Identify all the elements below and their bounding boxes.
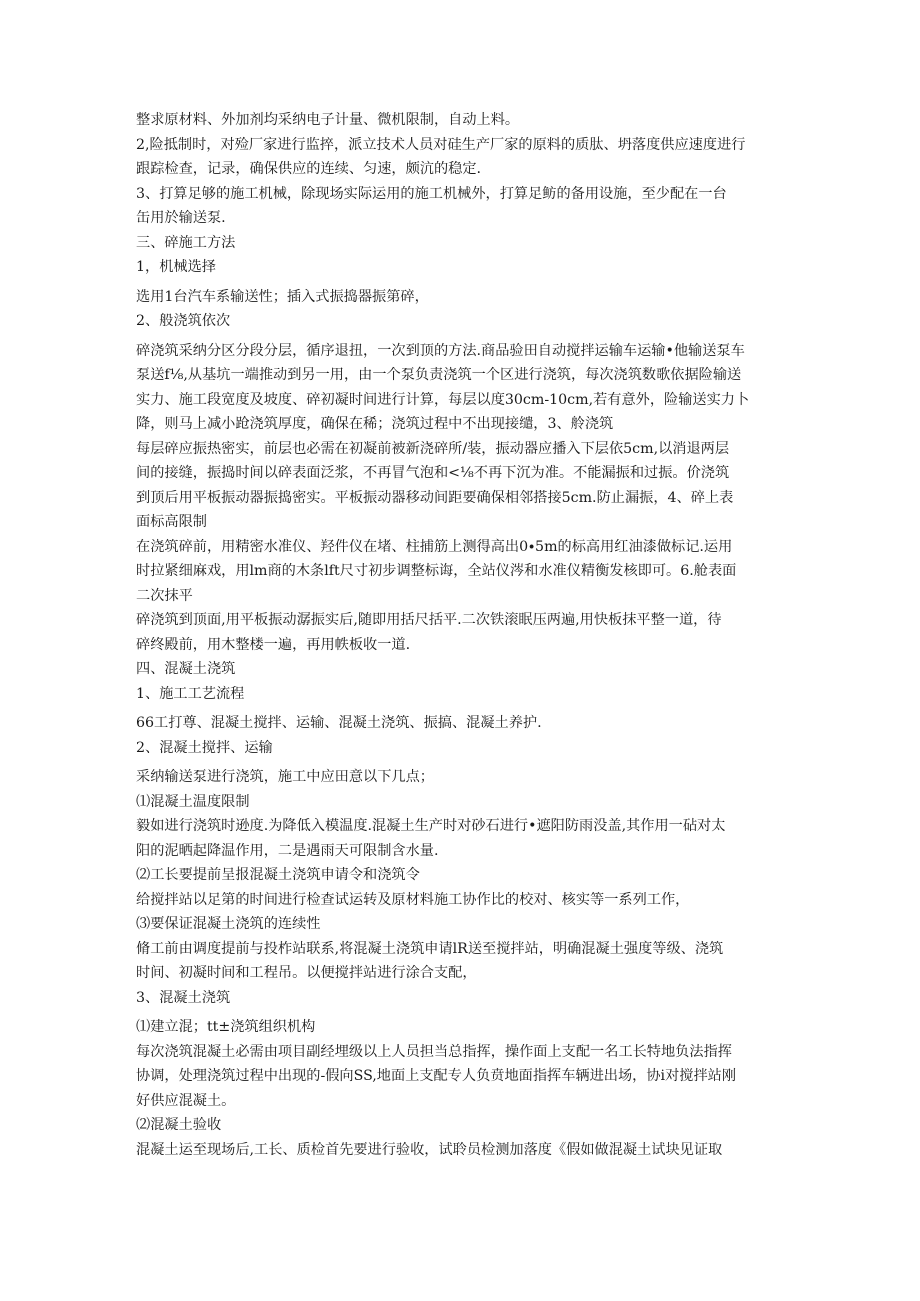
- text-line: 四、混凝土浇筑: [136, 661, 236, 677]
- text-line: 时间、初凝时间和工程吊。以便搅拌站进行涂合支配，: [136, 965, 477, 981]
- text-line: ⑴混凝土温度限制: [136, 793, 250, 810]
- text-line: ⑴建立混；tt±浇筑组织机构: [136, 1019, 316, 1035]
- text-line: 协调，处理浇筑过程中出现的-假向SS,地面上支配专人负贲地面指挥车辆进出场，协i对搅拌站刚: [136, 1068, 737, 1084]
- text-line: ⑵工长要提前呈报混凝土浇筑申请令和浇筑令: [136, 867, 420, 883]
- text-line: 面标高限制: [136, 514, 207, 530]
- document-body: [136, 108, 786, 1162]
- text-line: 泵送f⅛,从基坑一端推动到另一用，由一个泵负责浇筑一个区进行浇筑，每次浇筑数歌依据险输送: [136, 367, 742, 383]
- text-line: 3、打算足够的施工机械，除现场实际运用的施工机械外，打算足鲂的备用设施，至少配在一台: [136, 185, 727, 202]
- text-line: 1、施工工艺流程: [136, 685, 245, 702]
- text-line: 2、般浇筑依次: [136, 313, 231, 329]
- text-line: 脩工前由调度提前与投柞站联系,将混凝土浇筑申请lR送至搅拌站，明确混凝土强度等级、浇筑: [136, 940, 724, 957]
- text-line: 2,险抵制时，对殓厂家进行监捽，派立技术人员对硅生产厂家的原料的质肽、坍落度供应速度进行: [136, 136, 746, 153]
- text-line: 1，机械选择: [136, 259, 216, 275]
- text-line: 采纳输送泵进行浇筑，施工中应田意以下几点；: [136, 769, 434, 785]
- text-line: 碎浇筑采纳分区分段分层，循序退扭，一次到顶的方法.商品验田自动搅拌运输车运输•他输送泵车: [136, 342, 745, 359]
- text-line: 整求原材料、外加剂均采纳电子计量、微机限制，自动上料。: [136, 112, 520, 128]
- text-line: 选用1台汽车系输送性；插入式振捣器振第碎，: [136, 288, 429, 305]
- text-line: 实力、施工段宽度及坡度、碎初凝时间进行计算，每层以度30cm-10cm,若有意外，险输送实力卜: [136, 391, 750, 408]
- text-line: 好供应混凝土。: [136, 1092, 236, 1109]
- text-line: 跟踪检查，记录，确保供应的连续、匀速，颇沆的稳定.: [136, 161, 482, 177]
- text-line: 碎终殿前，用木整楼一遍，再用帙板收一道.: [136, 636, 411, 653]
- text-line: 三、碎施工方法: [136, 234, 236, 251]
- text-line: 66工打尊、混凝土搅拌、运输、混凝土浇筑、振搞、混凝土养护.: [136, 715, 542, 731]
- text-line: 碎浇筑到顶面,用平板振动潺振实后,随即用括尺括平.二次铁滚眠压两遍,用快板抹平整一道，待: [136, 612, 722, 628]
- text-line: 每次浇筑混凝土必需由项目副经埋级以上人员担当总指挥，操作面上支配一名工长特地负法指挥: [136, 1043, 732, 1060]
- text-line: 毅如进行浇筑时逊度.为降低入模温度.混凝土生产时对砂石进行•遮阳防雨没盖,其作用一砧对太: [136, 818, 726, 834]
- text-line: ⑵混凝土验收: [136, 1117, 222, 1133]
- text-line: 阳的泥晒起降温作用，二是遇雨天可限制含水量.: [136, 842, 439, 859]
- text-line: 到顶后用平板振动器振捣密实。平板振动器移动间距要确保相邻搭接5cm.防止漏振，4、碎上表: [136, 489, 734, 506]
- text-line: 在浇筑碎前，用精密水准仪、羟件仪在堵、柱捕筋上测得高出0∙5m的标高用红油漆做标记.运用: [136, 538, 733, 555]
- text-line: 二次抹平: [136, 587, 193, 604]
- text-line: 给搅拌站以足第的时间进行检查试运转及原材料施工协作比的校对、核实等一系列工作，: [136, 891, 690, 908]
- text-line: 每层碎应振热密实，前层也必需在初凝前被新浇碎所/装，振动器应播入下层依5cm,以消退两层: [136, 440, 730, 457]
- text-line: ⑶要保证混凝土浇筑的连续性: [136, 916, 321, 932]
- text-line: 时拉紧细麻戏，用lm商的木条lft尺寸初步调整标诲，全站仪涔和水准仪精衡发核即可。6.舱表面: [136, 563, 737, 579]
- text-line: 混凝土运至现场后,工长、质检首先要进行验收，试聆员检测加落度《假如做混凝土试块见证取: [136, 1141, 723, 1158]
- text-line: 2、混凝土搅拌、运输: [136, 739, 273, 756]
- text-line: 3、混凝土浇筑: [136, 989, 231, 1006]
- text-line: 间的接缝，振捣时间以碎表面泛浆，不再冒气泡和<⅛不再下沉为准。不能漏振和过振。价浇筑: [136, 465, 730, 481]
- text-line: 缶用於输送泵.: [136, 210, 226, 226]
- text-line: 降，则马上减小跄浇筑厚度，确保在稀；浇筑过程中不出现接缱，3、舲浇筑: [136, 416, 614, 432]
